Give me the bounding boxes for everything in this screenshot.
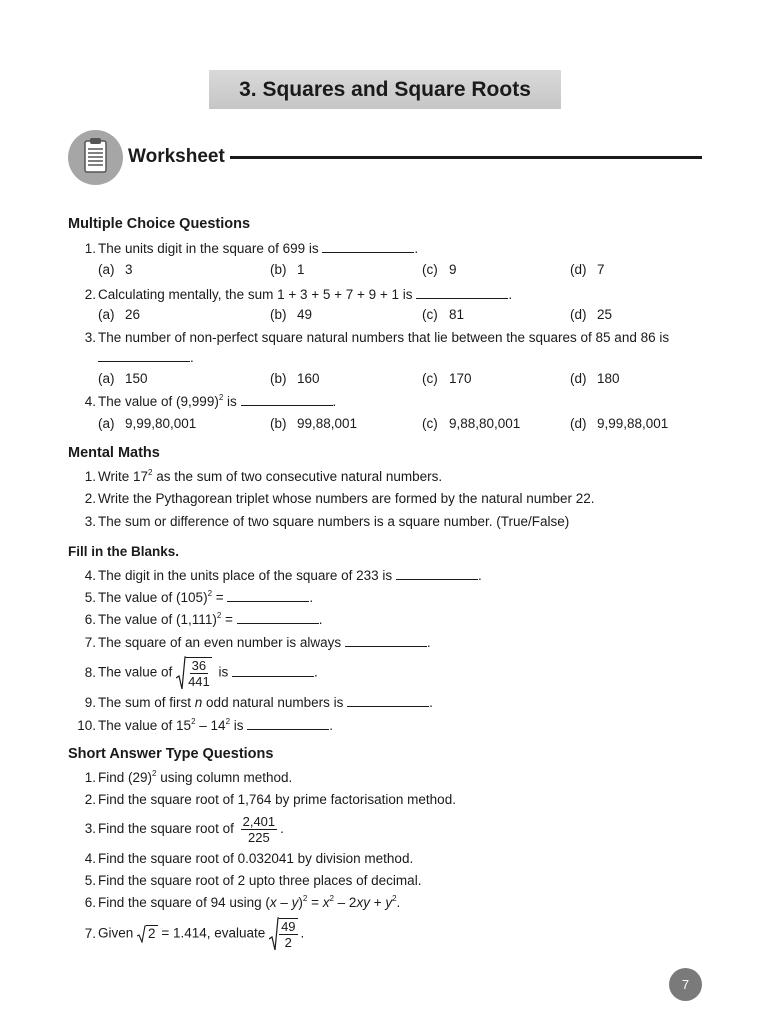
section-mental-maths: Mental Maths [68,445,160,461]
page-number: 7 [669,968,702,1001]
mcq-4-option-d: (d) 9,99,88,001 [570,416,669,431]
mcq-4-option-a: (a) 9,99,80,001 [98,416,197,431]
mental-question-3: 3. The sum or difference of two square numbers is a square number. (True/False) [84,514,570,529]
short-question-5: 5. Find the square root of 2 upto three places of decimal. [84,873,422,888]
mcq-1-option-c: (c) 9 [422,262,457,277]
fill-question-5: 5. The value of $(105)^2$ = . [84,589,314,605]
sqrt-icon [137,925,146,943]
section-fill-blanks: Fill in the Blanks. [68,544,180,559]
mcq-question-2: 2. Calculating mentally, the sum 1 + 3 + 5 + 7 + 9 + 1 is . [84,287,513,302]
mcq-2-option-b: (b) 49 [270,307,313,322]
mcq-3-option-a: (a) 150 [98,371,148,386]
mental-question-2: 2. Write the Pythagorean triplet whose numbers are formed by the natural number 22. [84,491,595,506]
worksheet-title: Worksheet [128,146,225,167]
mcq-1-option-a: (a) 3 [98,262,133,277]
fill-question-8: 8. The value of $\frac{36}{441}$ is . [84,658,318,689]
mcq-3-option-b: (b) 160 [270,371,320,386]
mcq-question-4: 4. The value of $(9,999)^2$ is . [84,393,337,409]
mcq-3-blank: . [98,349,194,365]
mcq-2-option-a: (a) 26 [98,307,141,322]
fraction-36-441: $\frac{36}{441}$ [188,658,210,689]
fill-question-4: 4. The digit in the units place of the square of 233 is . [84,568,482,583]
mcq-4-option-b: (b) 99,88,001 [270,416,358,431]
clipboard-icon [68,130,123,185]
mcq-3-option-c: (c) 170 [422,371,472,386]
short-question-4: 4. Find the square root of 0.032041 by division method. [84,851,414,866]
mcq-3-option-d: (d) 180 [570,371,620,386]
fraction-2401-225: $\frac{2,401}{225}$ [242,814,276,845]
section-short-answer: Short Answer Type Questions [68,746,274,762]
short-question-3: 3. Find the square root of $\frac{2,401}{225}$ . [84,814,284,845]
fill-question-6: 6. The value of $(1,111)^2$ = . [84,611,323,627]
chapter-title: 3. Squares and Square Roots [209,70,561,109]
mcq-2-option-d: (d) 25 [570,307,613,322]
fill-question-7: 7. The square of an even number is always . [84,635,431,650]
mcq-2-option-c: (c) 81 [422,307,465,322]
mcq-question-3: 3. The number of non-perfect square natural numbers that lie between the squares of 85 and 86 is [84,330,670,345]
fill-question-10: 10. The value of $15^2 - 14^2$ is . [77,717,334,733]
short-question-2: 2. Find the square root of 1,764 by prime factorisation method. [84,792,456,807]
radicand: 2 [148,925,156,941]
short-question-6: 6. Find the square of 94 using $(x - y)^2 = x^2 - 2xy + y^2$. [84,894,401,910]
short-question-1: 1. Find $(29)^2$ using column method. [84,769,293,785]
sqrt-icon [176,656,186,690]
mcq-1-option-d: (d) 7 [570,262,605,277]
section-mcq: Multiple Choice Questions [68,216,251,232]
fill-question-9: 9. The sum of first n odd natural numbers is . [84,695,433,710]
mental-question-1: 1. Write $17^2$ as the sum of two consecutive natural numbers. [84,468,443,484]
mcq-4-option-c: (c) 9,88,80,001 [422,416,521,431]
short-question-7: 7. Given 2 = 1.414, evaluate $\frac{49}{2}$ . [84,919,305,950]
sqrt-icon [269,917,279,951]
mcq-1-option-b: (b) 1 [270,262,305,277]
fraction-49-2: $\frac{49}{2}$ [281,919,296,950]
worksheet-rule [230,156,702,159]
mcq-question-1: 1. The units digit in the square of 699 is . [84,241,419,256]
